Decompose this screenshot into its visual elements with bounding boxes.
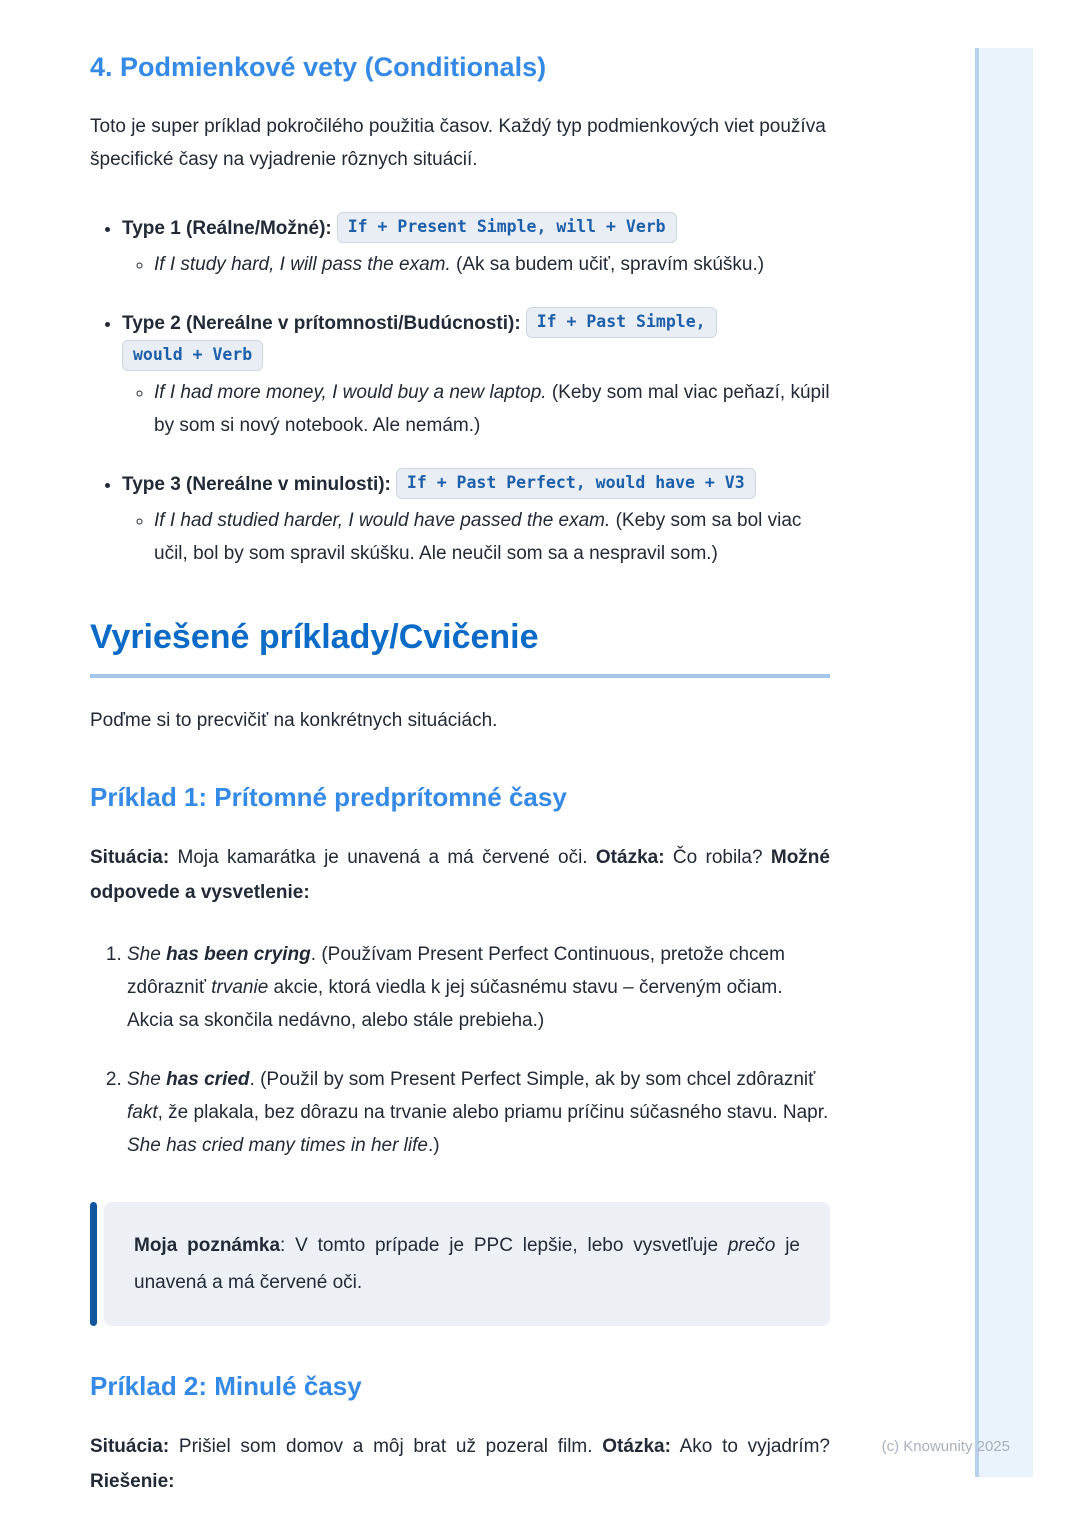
solution-label: Riešenie: bbox=[90, 1471, 175, 1492]
type2-sublist bbox=[122, 376, 830, 442]
answers-list bbox=[90, 938, 830, 1162]
answer2-subject: She bbox=[127, 1069, 167, 1090]
answer1-emphasis: trvanie bbox=[211, 977, 269, 998]
type1-label: Type 1 (Reálne/Možné): bbox=[122, 218, 332, 239]
note-text2: je unavená a má červené oči. bbox=[134, 1235, 800, 1293]
question-label: Otázka: bbox=[595, 847, 665, 868]
situation-label: Situácia: bbox=[90, 1436, 170, 1457]
conditionals-intro: Toto je super príklad pokročilého použitia časov. Každý typ podmienkových viet používa špecifické časy na vyjadrenie rôznych situácií. bbox=[90, 116, 826, 170]
solved-intro: Poďme si to precvičiť na konkrétnych situáciách. bbox=[90, 710, 498, 731]
answer2-example-sentence: She has cried many times in her life bbox=[127, 1135, 428, 1156]
type1-formula-code: If + Present Simple, will + Verb bbox=[337, 212, 677, 243]
list-item-answer1 bbox=[127, 938, 830, 1037]
type3-formula-code: If + Past Perfect, would have + V3 bbox=[396, 468, 756, 499]
note-callout bbox=[90, 1202, 830, 1326]
answer2-text3: .) bbox=[427, 1135, 440, 1156]
type3-label: Type 3 (Nereálne v minulosti): bbox=[122, 474, 391, 495]
type1-example-english: If I study hard, I will pass the exam. bbox=[154, 254, 451, 275]
copyright-note: (c) Knowunity 2025 bbox=[881, 1438, 1010, 1455]
note-emphasis: prečo bbox=[727, 1235, 776, 1256]
type2-formula-code-part1: If + Past Simple, bbox=[526, 307, 717, 338]
answer1-verb: has been crying bbox=[166, 944, 311, 965]
page-title-solved-examples: Vyriešené príklady/Cvičenie bbox=[90, 616, 830, 678]
side-panel bbox=[975, 48, 1033, 1477]
answer1-text1: . (Používam Present Perfect Continuous, pretože chcem zdôrazniť bbox=[127, 944, 785, 998]
list-item-type2-example bbox=[154, 376, 830, 442]
answer2-emphasis: fakt bbox=[127, 1102, 158, 1123]
type2-example-slovak: (Keby som mal viac peňazí, kúpil by som si nový notebook. Ale nemám.) bbox=[154, 382, 830, 436]
note-label: Moja poznámka bbox=[134, 1235, 281, 1256]
answer1-subject: She bbox=[127, 944, 167, 965]
type2-example-english: If I had more money, I would buy a new laptop. bbox=[154, 382, 547, 403]
example2-heading: Príklad 2: Minulé časy bbox=[90, 1371, 362, 1401]
note-accent-bar bbox=[90, 1202, 97, 1326]
type3-example-slovak: (Keby som sa bol viac učil, bol by som spravil skúšku. Ale neučil som sa a nespravil som.) bbox=[154, 510, 802, 564]
type2-formula-code-part2: would + Verb bbox=[122, 340, 263, 371]
list-item-answer2 bbox=[127, 1063, 830, 1162]
answer2-text2: , že plakala, bez dôrazu na trvanie alebo priamu príčinu súčasného stavu. Napr. bbox=[157, 1102, 829, 1123]
document-content bbox=[90, 50, 830, 1499]
example1-heading: Príklad 1: Prítomné predprítomné časy bbox=[90, 782, 567, 812]
situation-text: Moja kamarátka je unavená a má červené oči. bbox=[169, 847, 596, 868]
question-text: Ako to vyjadrím? bbox=[670, 1436, 830, 1457]
section-heading-conditionals: 4. Podmienkové vety (Conditionals) bbox=[90, 52, 547, 82]
type1-sublist bbox=[122, 248, 830, 281]
situation-label: Situácia: bbox=[90, 847, 170, 868]
type3-sublist bbox=[122, 504, 830, 570]
answers-label: Možné odpovede a vysvetlenie: bbox=[90, 847, 830, 903]
list-item-type2 bbox=[122, 307, 830, 442]
type2-label: Type 2 (Nereálne v prítomnosti/Budúcnosti): bbox=[122, 313, 521, 334]
example2-situation bbox=[90, 1429, 830, 1499]
note-body bbox=[104, 1202, 830, 1326]
list-item-type1-example bbox=[154, 248, 830, 281]
list-item-type3-example bbox=[154, 504, 830, 570]
answer2-verb: has cried bbox=[166, 1069, 250, 1090]
list-item-type1 bbox=[122, 212, 830, 281]
note-text1: : V tomto prípade je PPC lepšie, lebo vysvetľuje bbox=[280, 1235, 728, 1256]
example1-situation bbox=[90, 840, 830, 910]
list-item-type3 bbox=[122, 468, 830, 570]
question-text: Čo robila? bbox=[664, 847, 771, 868]
conditional-types-list bbox=[90, 212, 830, 570]
answer2-text1: . (Použil by som Present Perfect Simple, ak by som chcel zdôrazniť bbox=[249, 1069, 816, 1090]
answer1-text2: akcie, ktorá viedla k jej súčasnému stavu – červeným očiam. Akcia sa skončila nedávno, alebo stále prebieha.) bbox=[127, 977, 783, 1031]
type3-example-english: If I had studied harder, I would have passed the exam. bbox=[154, 510, 611, 531]
type1-example-slovak: (Ak sa budem učiť, spravím skúšku.) bbox=[450, 254, 765, 275]
question-label: Otázka: bbox=[602, 1436, 671, 1457]
situation-text: Prišiel som domov a môj brat už pozeral film. bbox=[169, 1436, 603, 1457]
